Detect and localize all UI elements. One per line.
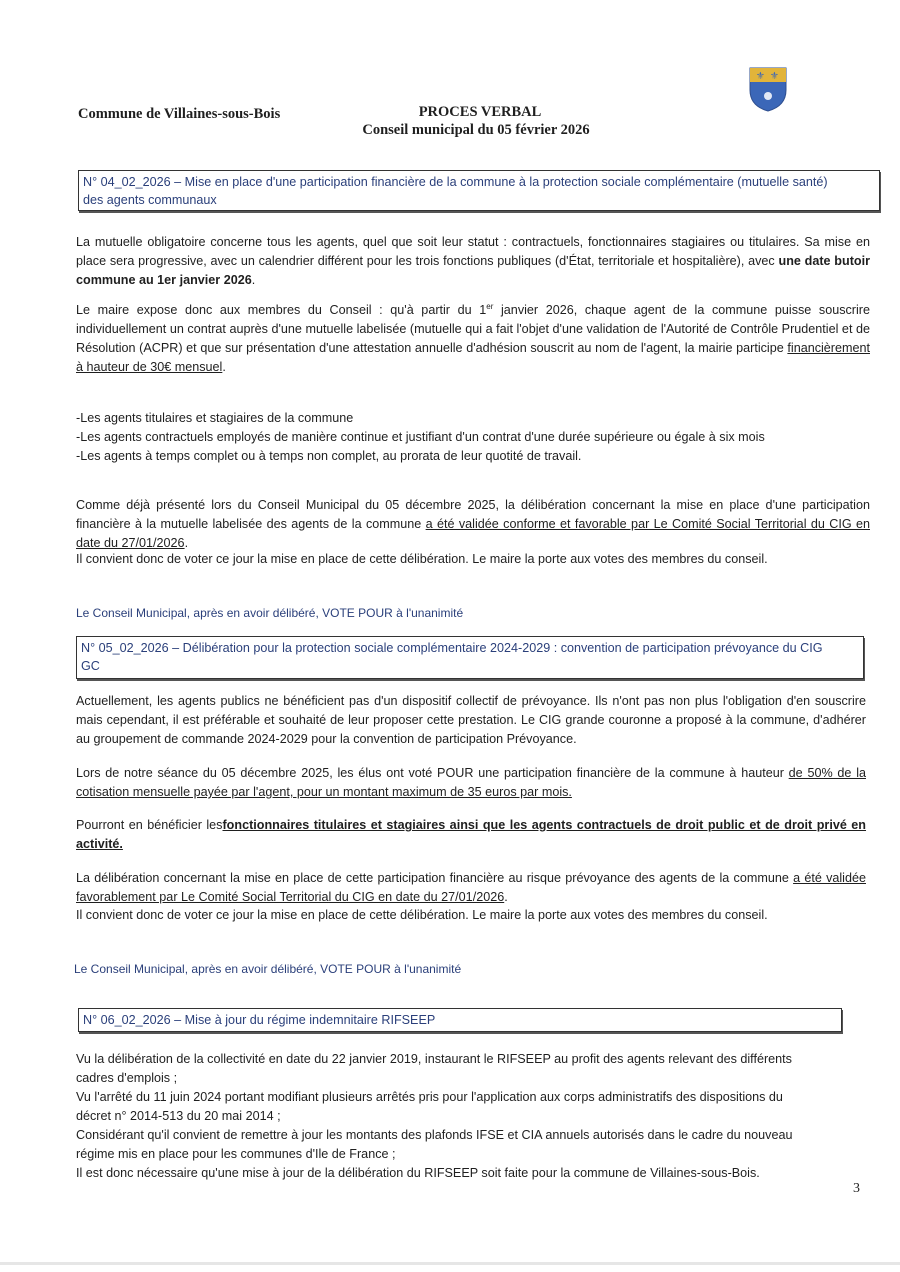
section3-line: Vu la délibération de la collectivité en date du 22 janvier 2019, instaurant le RIFSEEP au profit des agents relevant des différents [76, 1052, 792, 1066]
section2-heading: N° 05_02_2026 – Délibération pour la protection sociale complémentaire 2024-2029 : convention de participation prévoyance du CIG GC [76, 636, 864, 679]
section3-line: Il est donc nécessaire qu'une mise à jour de la délibération du RIFSEEP soit faite pour la commune de Villaines-sous-Bois. [76, 1166, 760, 1180]
beneficiary-item: -Les agents titulaires et stagiaires de la commune [76, 411, 354, 425]
section1-paragraph-2: Le maire expose donc aux membres du Conseil : qu'à partir du 1er janvier 2026, chaque agent de la commune puisse souscrire individuellement un contrat auprès d'une mutuelle labelisée (mutuelle qui a fait l'objet d'une validation de l'Autorité de Contrôle Prudentiel et de Résolution (ACPR) et que sur présentation d'une attestation annuelle d'adhésion souscrit au nom de l'agent, la mairie participe financièrement à hauteur de 30€ mensuel. [76, 302, 870, 375]
section3-line: cadres d'emplois ; [76, 1071, 178, 1085]
section1-paragraph-1: La mutuelle obligatoire concerne tous les agents, quel que soit leur statut : contractuels, fonctionnaires stagiaires ou titulaires. Sa mise en place sera progressive, avec un calendrier différent pour les trois fonctions publiques (d'État, territoriale et hospitalière), avec une date butoir commune au 1er janvier 2026. [76, 235, 870, 287]
document-title: PROCES VERBAL [418, 104, 542, 120]
page-number: 3 [853, 1181, 860, 1196]
section2-paragraph-4: La délibération concernant la mise en place de cette participation financière au risque prévoyance des agents de la commune a été validée favorablement par Le Comité Social Territorial du CIG en date du 27/01/2026. [76, 871, 866, 904]
section3-line: régime mis en place pour les communes d'Ile de France ; [76, 1147, 396, 1161]
page-bottom-edge [0, 1262, 900, 1265]
section2-paragraph-5: Il convient donc de voter ce jour la mise en place de cette délibération. Le maire la porte aux votes des membres du conseil. [76, 908, 768, 922]
commune-name: Commune de Villaines-sous-Bois [78, 106, 281, 122]
section1-heading: N° 04_02_2026 – Mise en place d'une participation financière de la commune à la protection sociale complémentaire (mutuelle santé) des agents communaux [78, 170, 880, 211]
section3-body [76, 1050, 866, 1183]
section3-line: décret n° 2014-513 du 20 mai 2014 ; [76, 1109, 281, 1123]
section2-paragraph-3: Pourront en bénéficier lesfonctionnaires titulaires et stagiaires ainsi que les agents contractuels de droit public et de droit privé en activité. [76, 818, 867, 851]
beneficiary-item: -Les agents à temps complet ou à temps non complet, au prorata de leur quotité de travail. [76, 449, 582, 463]
section3-heading: N° 06_02_2026 – Mise à jour du régime indemnitaire RIFSEEP [78, 1008, 842, 1032]
svg-text:⚜: ⚜ [770, 71, 779, 82]
beneficiary-item: -Les agents contractuels employés de manière continue et justifiant d'un contrat d'une durée supérieure ou égale à six mois [76, 430, 765, 444]
section2-vote-result: Le Conseil Municipal, après en avoir délibéré, VOTE POUR à l'unanimité [74, 962, 462, 976]
document-subtitle: Conseil municipal du 05 février 2026 [362, 122, 590, 138]
section2-paragraph-1: Actuellement, les agents publics ne bénéficient pas d'un dispositif collectif de prévoyance. Ils n'ont pas non plus l'obligation d'en souscrire mais cependant, il est préférable et souhaité de leur proposer cette prestation. Le CIG grande couronne a proposé à la commune, d'adhérer au groupement de commande 2024-2029 pour la convention de participation Prévoyance. [76, 694, 866, 746]
section1-vote-result: Le Conseil Municipal, après en avoir délibéré, VOTE POUR à l'unanimité [76, 606, 464, 620]
section3-line: Considérant qu'il convient de remettre à jour les montants des plafonds IFSE et CIA annuels autorisés dans le cadre du nouveau [76, 1128, 793, 1142]
svg-text:⚜: ⚜ [756, 71, 765, 82]
section2-paragraph-2: Lors de notre séance du 05 décembre 2025, les élus ont voté POUR une participation financière de la commune à hauteur de 50% de la cotisation mensuelle payée par l'agent, pour un montant maximum de 35 euros par mois. [76, 766, 866, 799]
section1-paragraph-4: Il convient donc de voter ce jour la mise en place de cette délibération. Le maire la porte aux votes des membres du conseil. [76, 552, 768, 566]
section1-paragraph-3: Comme déjà présenté lors du Conseil Municipal du 05 décembre 2025, la délibération concernant la mise en place d'une participation financière à la mutuelle labelisée des agents de la commune a été validée conforme et favorable par Le Comité Social Territorial du CIG en date du 27/01/2026. [76, 498, 870, 550]
section3-line: Vu l'arrêté du 11 juin 2024 portant modifiant plusieurs arrêtés pris pour l'application aux corps administratifs des dispositions du [76, 1090, 783, 1104]
